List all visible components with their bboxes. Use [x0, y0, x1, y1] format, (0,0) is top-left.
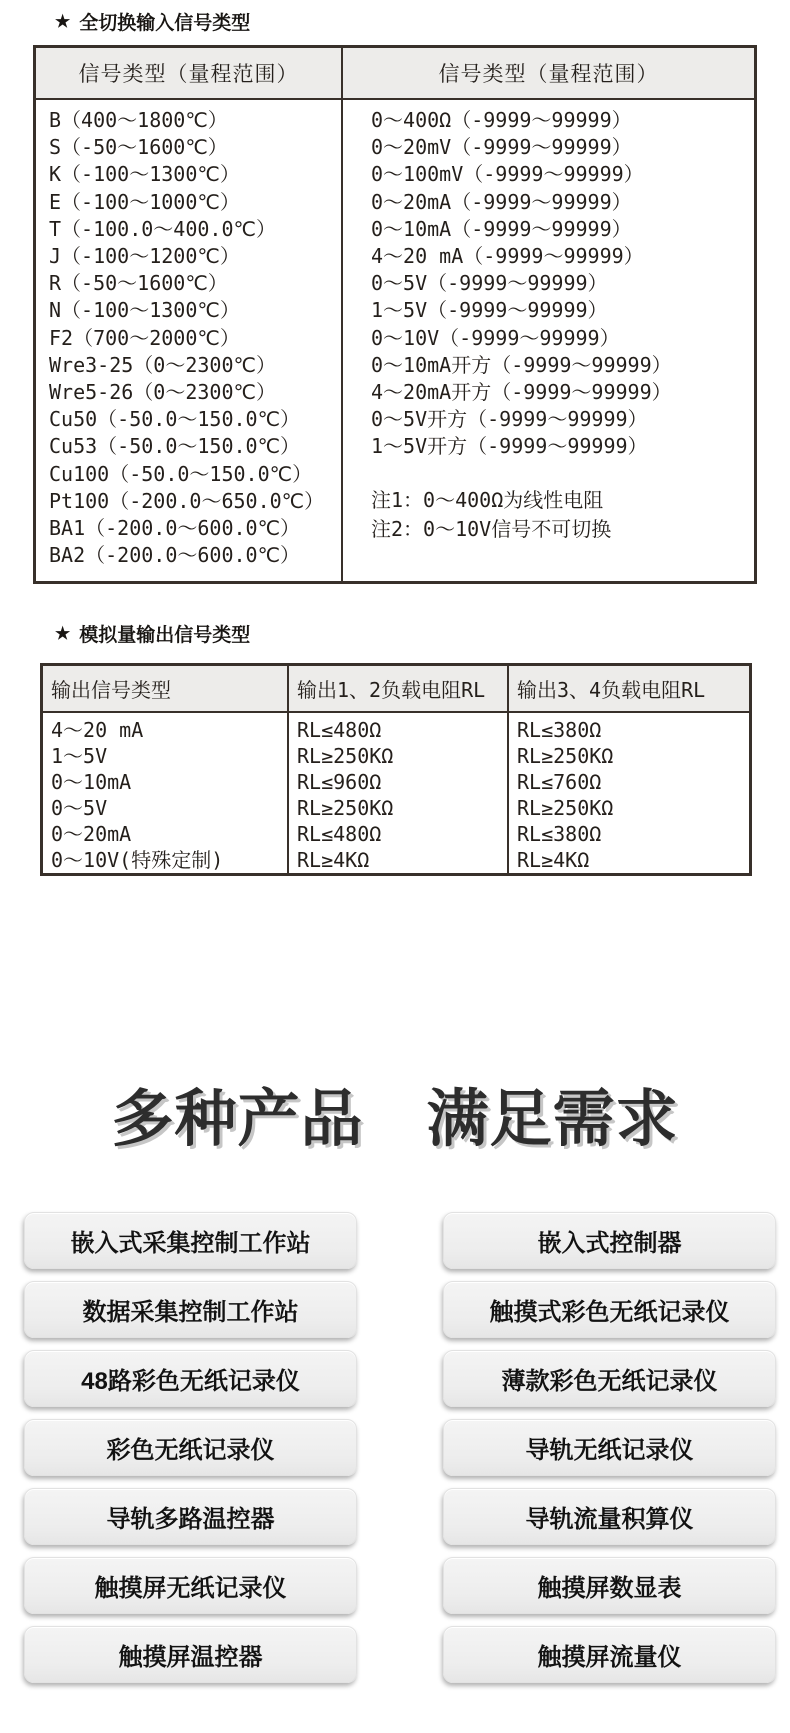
output-cell: RL≤760Ω	[507, 769, 749, 795]
product-button[interactable]: 导轨流量积算仪	[443, 1488, 776, 1545]
thermocouple-signal-list	[36, 100, 341, 581]
products-title: 多种产品 满足需求	[111, 1085, 679, 1155]
output-cell: RL≤960Ω	[287, 769, 507, 795]
signal-item: Cu100（-50.0～150.0℃）	[49, 461, 313, 486]
note-item: 注1：0～400Ω为线性电阻	[371, 487, 604, 512]
signal-item: E（-100～1000℃）	[49, 189, 240, 214]
output-cell: RL≥250KΩ	[287, 743, 507, 769]
signal-item: 0～5V开方（-9999～99999）	[371, 407, 648, 432]
product-button[interactable]: 触摸屏无纸记录仪	[24, 1557, 357, 1614]
signal-item: Cu50（-50.0～150.0℃）	[49, 407, 301, 432]
output-table-header: 输出信号类型	[43, 666, 287, 713]
signal-item: J（-100～1200℃）	[49, 244, 240, 269]
product-button[interactable]: 数据采集控制工作站	[24, 1281, 357, 1338]
product-column-right	[443, 1212, 776, 1695]
signal-item: 0～20mV（-9999～99999）	[371, 135, 632, 160]
output-cell: RL≥250KΩ	[507, 795, 749, 821]
signal-item: F2（700～2000℃）	[49, 325, 240, 350]
signal-item: 0～10mA开方（-9999～99999）	[371, 352, 672, 377]
signal-item: 1～5V（-9999～99999）	[371, 298, 608, 323]
product-button[interactable]: 触摸屏温控器	[24, 1626, 357, 1683]
product-button[interactable]: 嵌入式控制器	[443, 1212, 776, 1269]
signal-item: Cu53（-50.0～150.0℃）	[49, 434, 301, 459]
output-cell: 0～10V(特殊定制)	[43, 847, 287, 873]
output-cell: RL≤480Ω	[287, 713, 507, 743]
output-signal-heading-label: 模拟量输出信号类型	[79, 625, 251, 647]
signal-item: 0～5V（-9999～99999）	[371, 271, 608, 296]
output-cell: 1～5V	[43, 743, 287, 769]
signal-item: S（-50～1600℃）	[49, 135, 228, 160]
output-signal-table	[40, 663, 752, 876]
input-table-header-left: 信号类型（量程范围）	[36, 48, 341, 100]
signal-item: 0～10mA（-9999～99999）	[371, 216, 632, 241]
signal-item: 0～10V（-9999～99999）	[371, 325, 620, 350]
output-cell: 4～20 mA	[43, 713, 287, 743]
product-button-grid	[0, 1212, 790, 1695]
product-button[interactable]: 触摸式彩色无纸记录仪	[443, 1281, 776, 1338]
signal-item: Wre3-25（0～2300℃）	[49, 352, 276, 377]
input-signal-table	[33, 45, 757, 584]
input-signal-heading-label: 全切换输入信号类型	[79, 13, 251, 34]
output-cell: RL≥4KΩ	[287, 847, 507, 873]
signal-item: 4～20mA开方（-9999～99999）	[371, 380, 672, 405]
output-signal-heading	[55, 620, 790, 647]
product-button[interactable]: 触摸屏数显表	[443, 1557, 776, 1614]
signal-item: 0～400Ω（-9999～99999）	[371, 108, 632, 132]
product-button[interactable]: 薄款彩色无纸记录仪	[443, 1350, 776, 1407]
output-cell: RL≥250KΩ	[287, 795, 507, 821]
output-cell: RL≤380Ω	[507, 713, 749, 743]
signal-item: BA2（-200.0～600.0℃）	[49, 543, 301, 568]
product-button[interactable]: 48路彩色无纸记录仪	[24, 1350, 357, 1407]
output-cell: RL≤480Ω	[287, 821, 507, 847]
output-cell: RL≤380Ω	[507, 821, 749, 847]
product-column-left	[24, 1212, 357, 1695]
signal-item: T（-100.0～400.0℃）	[49, 216, 276, 241]
signal-item: 4～20 mA（-9999～99999）	[371, 244, 644, 269]
product-button[interactable]: 导轨多路温控器	[24, 1488, 357, 1545]
table-notes	[371, 486, 754, 544]
signal-item: BA1（-200.0～600.0℃）	[49, 516, 301, 541]
linear-signal-list	[341, 100, 754, 581]
output-cell: 0～5V	[43, 795, 287, 821]
signal-item: Wre5-26（0～2300℃）	[49, 380, 276, 405]
output-cell: RL≥4KΩ	[507, 847, 749, 873]
input-table-header-right: 信号类型（量程范围）	[341, 48, 754, 100]
product-button[interactable]: 触摸屏流量仪	[443, 1626, 776, 1683]
note-item: 注2：0～10V信号不可切换	[371, 516, 612, 541]
output-table-header: 输出3、4负载电阻RL	[507, 666, 749, 713]
output-cell: 0～20mA	[43, 821, 287, 847]
product-button[interactable]: 嵌入式采集控制工作站	[24, 1212, 357, 1269]
output-cell: 0～10mA	[43, 769, 287, 795]
signal-item: Pt100（-200.0～650.0℃）	[49, 488, 325, 513]
signal-item: R（-50～1600℃）	[49, 271, 228, 296]
signal-item: B（400～1800℃）	[49, 108, 228, 132]
star-icon: ★	[55, 11, 71, 31]
input-signal-heading	[55, 8, 790, 35]
output-cell: RL≥250KΩ	[507, 743, 749, 769]
product-button[interactable]: 导轨无纸记录仪	[443, 1419, 776, 1476]
output-table-header: 输出1、2负载电阻RL	[287, 666, 507, 713]
signal-item: 0～20mA（-9999～99999）	[371, 189, 632, 214]
product-button[interactable]: 彩色无纸记录仪	[24, 1419, 357, 1476]
signal-item: N（-100～1300℃）	[49, 298, 240, 323]
signal-item: 0～100mV（-9999～99999）	[371, 162, 644, 187]
signal-item: K（-100～1300℃）	[49, 162, 240, 187]
star-icon: ★	[55, 623, 71, 643]
signal-item: 1～5V开方（-9999～99999）	[371, 434, 648, 459]
